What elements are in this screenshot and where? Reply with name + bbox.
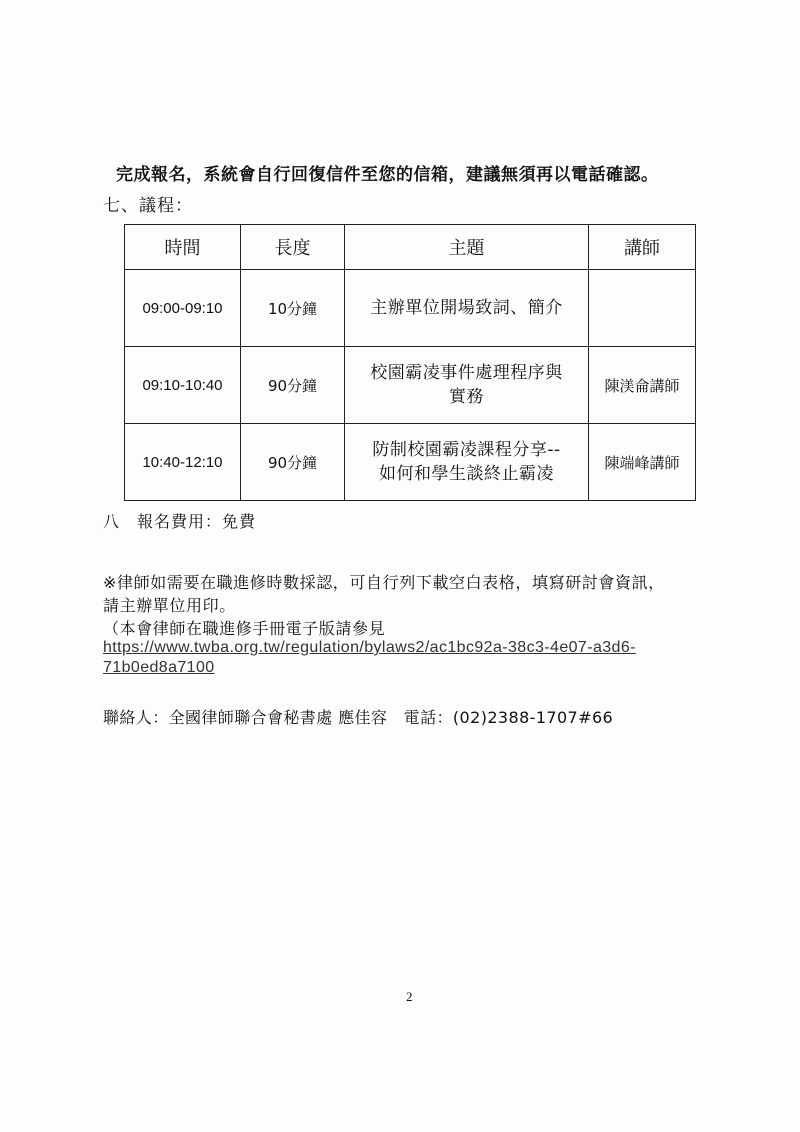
agenda-speaker [589,270,696,347]
agenda-length: 90分鐘 [241,424,345,501]
agenda-time: 10:40-12:10 [125,424,241,501]
contact-info: 聯絡人：全國律師聯合會秘書處 應佳容 電話：(02)2388-1707#66 [103,708,614,727]
handbook-link[interactable]: https://www.twba.org.tw/regulation/bylaws2/ac1bc92a-38c3-4e07-a3d6- [103,639,636,656]
agenda-topic [345,347,589,424]
agenda-speaker: 陳端峰講師 [589,424,696,501]
header-topic: 主題 [345,225,589,270]
agenda-topic [345,424,589,501]
handbook-link[interactable]: 71b0ed8a7100 [103,659,215,676]
agenda-header-row [125,225,696,270]
agenda-speaker: 陳渼侖講師 [589,347,696,424]
table-row [125,424,696,501]
agenda-topic-line: 如何和學生談終止霸凌 [379,464,554,484]
agenda-topic-line: 防制校園霸凌課程分享-- [372,440,561,460]
header-speaker: 講師 [589,225,696,270]
cle-note-line: 請主辦單位用印。 [103,596,236,615]
agenda-topic-line: 實務 [449,387,484,407]
agenda-topic [345,270,589,347]
header-time: 時間 [125,225,241,270]
table-row [125,347,696,424]
agenda-length: 90分鐘 [241,347,345,424]
header-length: 長度 [241,225,345,270]
agenda-time: 09:10-10:40 [125,347,241,424]
agenda-table [124,224,696,501]
handbook-reference: （本會律師在職進修手冊電子版請參見 [103,619,386,638]
agenda-topic-line: 主辦單位開場致詞、簡介 [370,298,563,318]
agenda-time: 09:00-09:10 [125,270,241,347]
agenda-topic-line: 校園霸凌事件處理程序與 [370,363,563,383]
agenda-length: 10分鐘 [241,270,345,347]
agenda-heading: 七、議程： [103,196,193,216]
page-number: 2 [406,989,413,1004]
table-row [125,270,696,347]
cle-note-line: ※律師如需要在職進修時數採認，可自行列下載空白表格，填寫研討會資訊， [103,573,665,592]
registration-fee: 八 報名費用：免費 [103,512,257,531]
registration-notice: 完成報名，系統會自行回復信件至您的信箱，建議無須再以電話確認。 [116,165,659,185]
